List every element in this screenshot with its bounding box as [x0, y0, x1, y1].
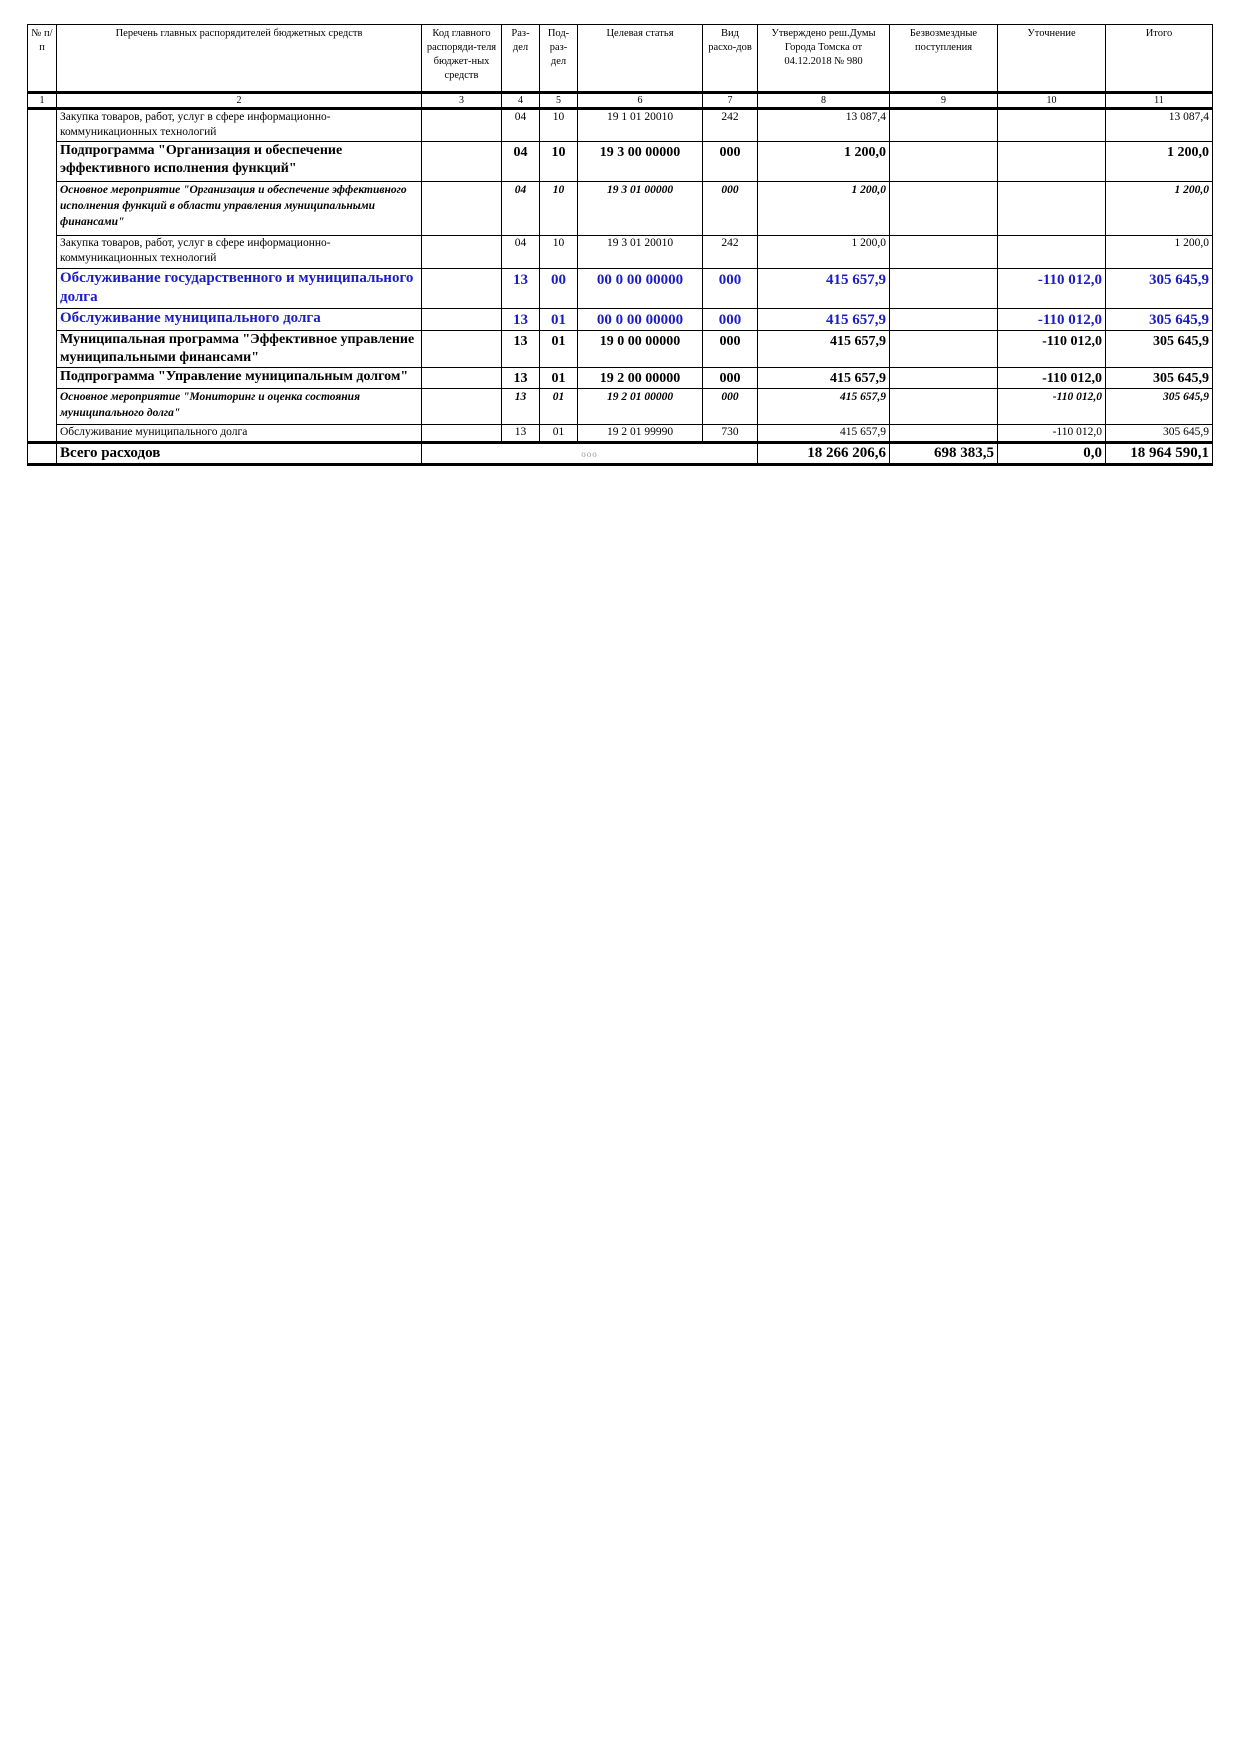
total-number-cell — [28, 443, 57, 465]
row-podrazdel: 00 — [540, 269, 578, 309]
row-article: 19 0 00 00000 — [578, 331, 703, 368]
row-number-cell — [28, 142, 57, 182]
row-approved: 1 200,0 — [758, 142, 890, 182]
row-vid: 000 — [703, 309, 758, 331]
row-name: Муниципальная программа "Эффективное управление муниципальными финансами" — [57, 331, 422, 368]
header-article: Целевая статья — [578, 25, 703, 93]
row-podrazdel: 01 — [540, 425, 578, 443]
row-code — [422, 109, 502, 142]
row-code — [422, 236, 502, 269]
row-name: Обслуживание муниципального долга — [57, 425, 422, 443]
column-number: 1 — [28, 93, 57, 109]
row-article: 00 0 00 00000 — [578, 309, 703, 331]
row-total: 305 645,9 — [1106, 331, 1213, 368]
table-row — [28, 182, 1213, 236]
row-approved: 415 657,9 — [758, 368, 890, 389]
row-total: 1 200,0 — [1106, 236, 1213, 269]
row-change: -110 012,0 — [998, 331, 1106, 368]
table-row — [28, 309, 1213, 331]
row-article: 19 2 00 00000 — [578, 368, 703, 389]
column-number: 5 — [540, 93, 578, 109]
row-approved: 1 200,0 — [758, 236, 890, 269]
row-gratis — [890, 142, 998, 182]
row-razdel: 13 — [502, 331, 540, 368]
row-code — [422, 368, 502, 389]
row-name: Закупка товаров, работ, услуг в сфере информационно-коммуникационных технологий — [57, 236, 422, 269]
row-number-cell — [28, 182, 57, 236]
row-change — [998, 142, 1106, 182]
header-razdel: Раз-дел — [502, 25, 540, 93]
header-name: Перечень главных распорядителей бюджетных средств — [57, 25, 422, 93]
row-number-cell — [28, 309, 57, 331]
row-approved: 415 657,9 — [758, 389, 890, 425]
column-number: 2 — [57, 93, 422, 109]
row-gratis — [890, 109, 998, 142]
row-total: 305 645,9 — [1106, 309, 1213, 331]
row-total: 305 645,9 — [1106, 368, 1213, 389]
header-gratis: Безвозмездные поступления — [890, 25, 998, 93]
column-number: 11 — [1106, 93, 1213, 109]
row-name — [57, 368, 422, 389]
row-vid: 000 — [703, 331, 758, 368]
row-podrazdel: 10 — [540, 109, 578, 142]
header-change: Уточнение — [998, 25, 1106, 93]
row-podrazdel: 01 — [540, 309, 578, 331]
column-number: 4 — [502, 93, 540, 109]
header-approved: Утверждено реш.Думы Города Томска от 04.12.2018 № 980 — [758, 25, 890, 93]
row-code — [422, 425, 502, 443]
row-approved: 415 657,9 — [758, 425, 890, 443]
column-number: 8 — [758, 93, 890, 109]
header-vid: Вид расхо-дов — [703, 25, 758, 93]
row-code — [422, 269, 502, 309]
row-razdel: 04 — [502, 142, 540, 182]
row-approved: 415 657,9 — [758, 331, 890, 368]
row-gratis — [890, 309, 998, 331]
row-podrazdel: 01 — [540, 368, 578, 389]
table-row — [28, 331, 1213, 368]
row-change: -110 012,0 — [998, 309, 1106, 331]
table-row — [28, 269, 1213, 309]
total-gratis: 698 383,5 — [890, 443, 998, 465]
budget-table — [27, 24, 1213, 466]
row-article: 19 2 01 00000 — [578, 389, 703, 425]
row-vid: 000 — [703, 389, 758, 425]
row-gratis — [890, 425, 998, 443]
table-row — [28, 236, 1213, 269]
row-vid: 242 — [703, 109, 758, 142]
row-name: Основное мероприятие "Организация и обеспечение эффективного исполнения функций в области управления муниципальными финансами" — [57, 182, 422, 236]
row-change — [998, 109, 1106, 142]
row-article: 19 3 01 20010 — [578, 236, 703, 269]
row-change — [998, 236, 1106, 269]
row-vid: 242 — [703, 236, 758, 269]
row-code — [422, 142, 502, 182]
row-change: -110 012,0 — [998, 269, 1106, 309]
row-gratis — [890, 389, 998, 425]
row-number-cell — [28, 109, 57, 142]
placeholder-mark: ооо — [581, 449, 598, 459]
row-name: Обслуживание государственного и муниципального долга — [57, 269, 422, 309]
total-change: 0,0 — [998, 443, 1106, 465]
row-approved: 1 200,0 — [758, 182, 890, 236]
row-code — [422, 331, 502, 368]
table-row — [28, 389, 1213, 425]
row-podrazdel: 01 — [540, 389, 578, 425]
row-number-cell — [28, 425, 57, 443]
row-vid: 730 — [703, 425, 758, 443]
row-total: 305 645,9 — [1106, 269, 1213, 309]
row-total: 1 200,0 — [1106, 142, 1213, 182]
row-code — [422, 389, 502, 425]
row-number-cell — [28, 269, 57, 309]
row-podrazdel: 10 — [540, 236, 578, 269]
row-gratis — [890, 269, 998, 309]
row-total: 13 087,4 — [1106, 109, 1213, 142]
row-approved: 13 087,4 — [758, 109, 890, 142]
row-podrazdel: 10 — [540, 142, 578, 182]
row-code — [422, 309, 502, 331]
row-total: 305 645,9 — [1106, 425, 1213, 443]
row-name: Закупка товаров, работ, услуг в сфере информационно-коммуникационных технологий — [57, 109, 422, 142]
row-razdel: 04 — [502, 109, 540, 142]
row-vid: 000 — [703, 368, 758, 389]
table-row — [28, 109, 1213, 142]
table-row — [28, 425, 1213, 443]
row-approved: 415 657,9 — [758, 309, 890, 331]
row-article: 19 2 01 99990 — [578, 425, 703, 443]
row-vid: 000 — [703, 142, 758, 182]
row-vid: 000 — [703, 269, 758, 309]
total-sum: 18 964 590,1 — [1106, 443, 1213, 465]
row-number-cell — [28, 331, 57, 368]
row-razdel: 13 — [502, 389, 540, 425]
row-total: 305 645,9 — [1106, 389, 1213, 425]
header-code: Код главного распоряди-теля бюджет-ных средств — [422, 25, 502, 93]
row-article: 19 3 01 00000 — [578, 182, 703, 236]
total-row — [28, 443, 1213, 465]
row-vid: 000 — [703, 182, 758, 236]
row-name: Обслуживание муниципального долга — [57, 309, 422, 331]
column-number: 7 — [703, 93, 758, 109]
row-change: -110 012,0 — [998, 389, 1106, 425]
row-number-cell — [28, 368, 57, 389]
row-gratis — [890, 236, 998, 269]
row-gratis — [890, 331, 998, 368]
row-razdel: 13 — [502, 309, 540, 331]
row-razdel: 13 — [502, 269, 540, 309]
header-row — [28, 25, 1213, 93]
row-article: 00 0 00 00000 — [578, 269, 703, 309]
row-razdel: 04 — [502, 182, 540, 236]
table-row — [28, 368, 1213, 389]
row-razdel: 13 — [502, 368, 540, 389]
header-number: № п/п — [28, 25, 57, 93]
row-gratis — [890, 368, 998, 389]
row-gratis — [890, 182, 998, 236]
row-razdel: 13 — [502, 425, 540, 443]
column-number: 9 — [890, 93, 998, 109]
column-number: 3 — [422, 93, 502, 109]
row-approved: 415 657,9 — [758, 269, 890, 309]
row-number-cell — [28, 236, 57, 269]
column-number: 10 — [998, 93, 1106, 109]
row-change: -110 012,0 — [998, 425, 1106, 443]
row-name: Подпрограмма "Организация и обеспечение эффективного исполнения функций" — [57, 142, 422, 182]
header-total: Итого — [1106, 25, 1213, 93]
total-approved: 18 266 206,6 — [758, 443, 890, 465]
row-number-cell — [28, 389, 57, 425]
total-label: Всего расходов — [57, 443, 422, 465]
row-article: 19 1 01 20010 — [578, 109, 703, 142]
row-total: 1 200,0 — [1106, 182, 1213, 236]
column-number: 6 — [578, 93, 703, 109]
row-name-text: Подпрограмма "Управление муниципальным долгом" — [60, 369, 409, 384]
column-number-row — [28, 93, 1213, 109]
table-row — [28, 142, 1213, 182]
row-change: -110 012,0 — [998, 368, 1106, 389]
row-name: Основное мероприятие "Мониторинг и оценка состояния муниципального долга" — [57, 389, 422, 425]
row-article: 19 3 00 00000 — [578, 142, 703, 182]
row-code — [422, 182, 502, 236]
budget-sheet — [27, 24, 1212, 466]
total-merged-cell — [422, 443, 758, 465]
row-change — [998, 182, 1106, 236]
row-podrazdel: 01 — [540, 331, 578, 368]
row-razdel: 04 — [502, 236, 540, 269]
row-podrazdel: 10 — [540, 182, 578, 236]
header-podrazdel: Под-раз-дел — [540, 25, 578, 93]
